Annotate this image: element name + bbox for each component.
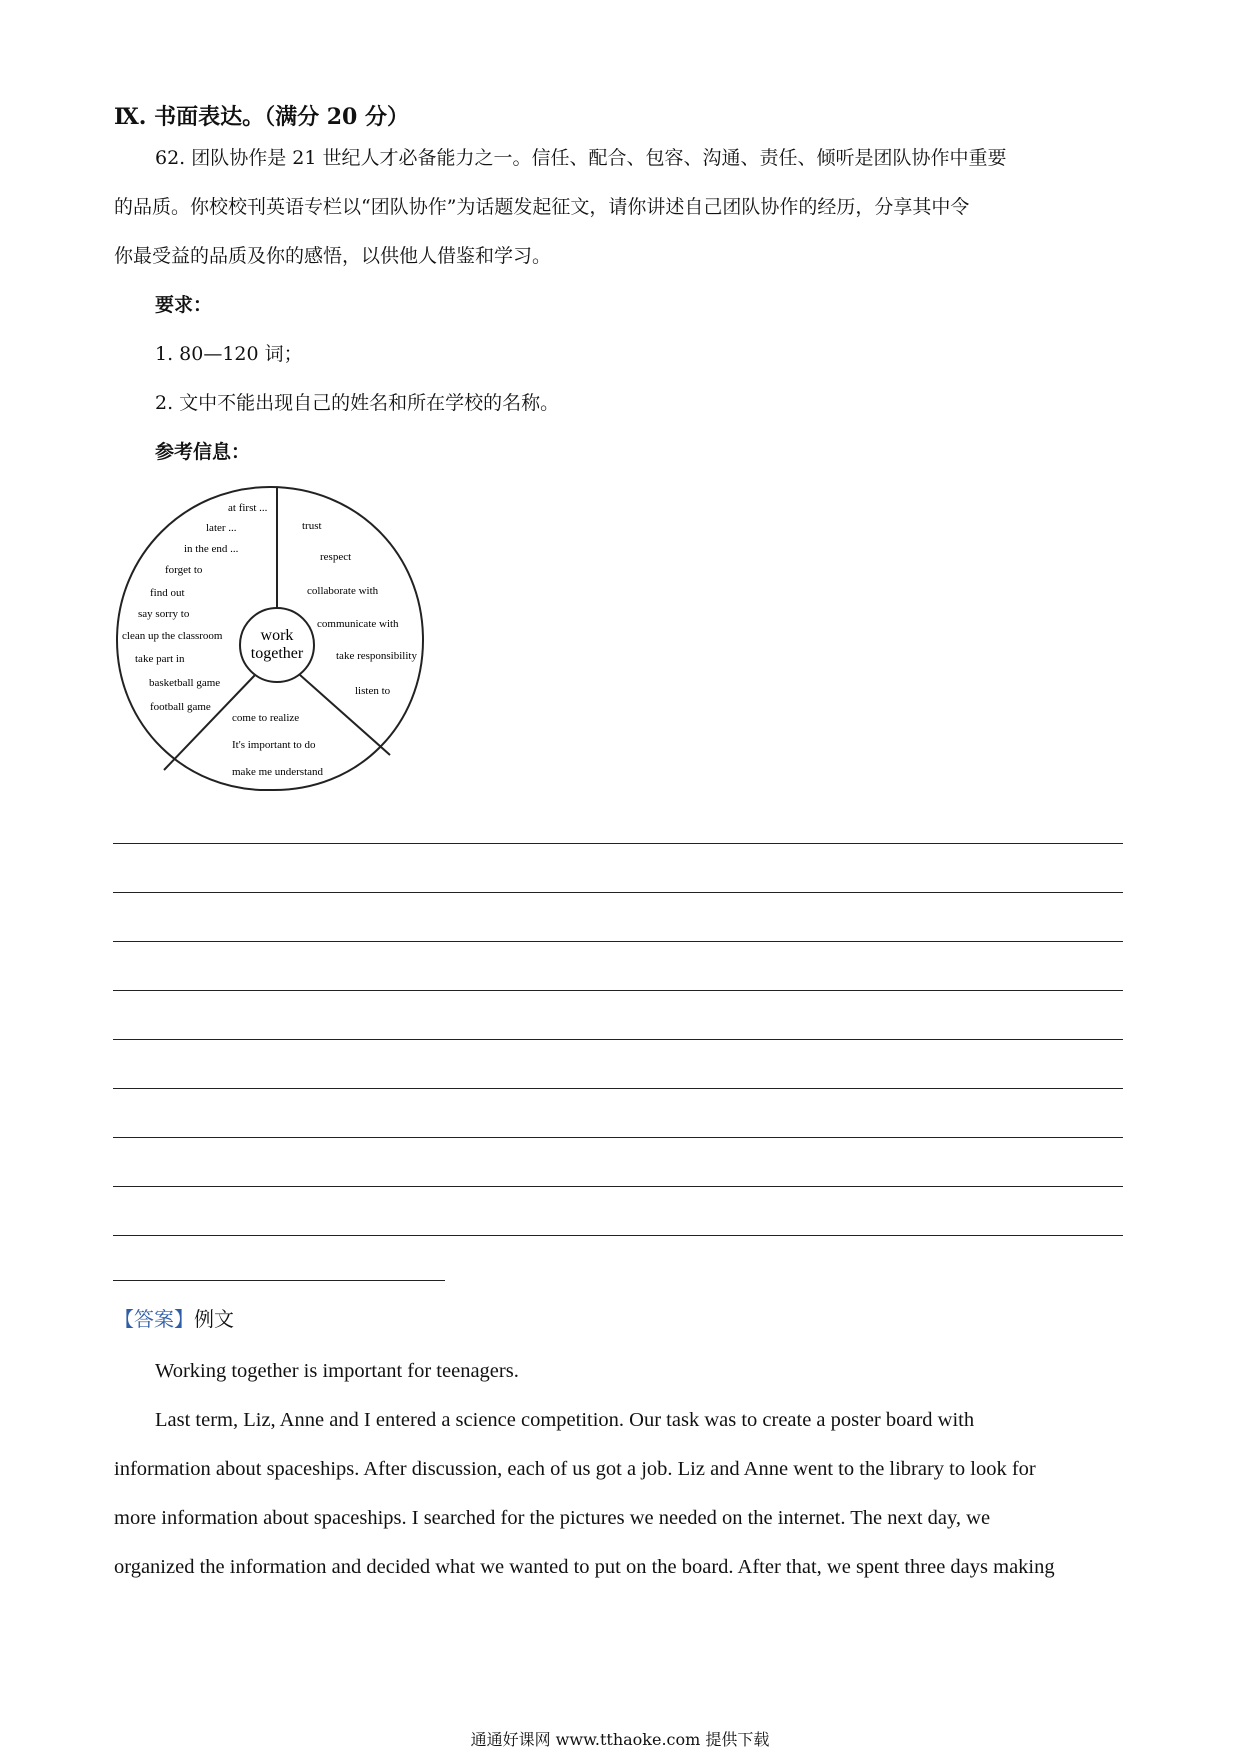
- diagram-left-phrase: say sorry to: [138, 608, 190, 620]
- diagram-bottom-phrase: come to realize: [232, 712, 300, 724]
- diagram-right-phrase: collaborate with: [307, 585, 379, 597]
- requirements-title: 要求：: [155, 294, 213, 316]
- diagram-center-text-2: together: [250, 645, 304, 662]
- diagram-bottom-phrase: make me understand: [232, 766, 324, 778]
- diagram-left-phrase: forget to: [165, 564, 203, 576]
- writing-line: [113, 892, 1123, 893]
- writing-line: [113, 1235, 1123, 1236]
- writing-line: [113, 941, 1123, 942]
- diagram-left-phrase: take part in: [135, 653, 185, 665]
- question-line-3: 你最受益的品质及你的感悟，以供他人借鉴和学习。: [114, 245, 552, 267]
- diagram-bottom-phrase: It's important to do: [232, 739, 316, 751]
- diagram-left-phrase: in the end ...: [184, 543, 239, 555]
- answer-line: Working together is important for teenagers.: [155, 1360, 519, 1382]
- requirement-item-1: 1. 80—120 词；: [155, 343, 303, 365]
- diagram-center-text-1: work: [260, 627, 294, 644]
- answer-label-suffix: 例文: [194, 1307, 234, 1331]
- writing-line: [113, 990, 1123, 991]
- diagram-left-phrase: find out: [150, 587, 185, 599]
- writing-line: [113, 1137, 1123, 1138]
- answer-line: organized the information and decided what we wanted to put on the board. After that, we spent three days making: [114, 1556, 1055, 1578]
- section-heading: Ⅸ. 书面表达。（满分 20 分）: [114, 104, 410, 130]
- diagram-left-phrase: at first ...: [228, 502, 268, 514]
- diagram-left-phrase: football game: [150, 701, 211, 713]
- writing-line-short: [113, 1280, 445, 1281]
- diagram-left-phrase: clean up the classroom: [122, 630, 223, 642]
- diagram-right-phrase: trust: [302, 520, 322, 532]
- writing-line: [113, 1039, 1123, 1040]
- answer-line: Last term, Liz, Anne and I entered a science competition. Our task was to create a poster board with: [155, 1409, 975, 1431]
- answer-label: [114, 1303, 234, 1335]
- diagram-right-phrase: take responsibility: [336, 650, 417, 662]
- diagram-right-phrase: listen to: [355, 685, 391, 697]
- writing-line: [113, 843, 1123, 844]
- answer-tag: 【答案】: [114, 1307, 194, 1331]
- answer-line: information about spaceships. After discussion, each of us got a job. Liz and Anne went to the library to look for: [114, 1458, 1036, 1480]
- diagram-left-phrase: basketball game: [149, 677, 221, 689]
- reference-diagram: [110, 480, 430, 800]
- diagram-right-phrase: respect: [320, 551, 352, 563]
- writing-line: [113, 1088, 1123, 1089]
- diagram-right-phrase: communicate with: [317, 618, 399, 630]
- writing-line: [113, 1186, 1123, 1187]
- requirement-item-2: 2. 文中不能出现自己的姓名和所在学校的名称。: [155, 392, 560, 414]
- page-footer: 通通好课网 www.tthaoke.com 提供下载: [470, 1730, 770, 1749]
- question-line-1: 62. 团队协作是 21 世纪人才必备能力之一。信任、配合、包容、沟通、责任、倾听是团队协作中重要: [155, 147, 1007, 169]
- diagram-left-phrase: later ...: [206, 522, 237, 534]
- answer-line: more information about spaceships. I searched for the pictures we needed on the internet. The next day, we: [114, 1507, 991, 1529]
- question-line-2: 的品质。你校校刊英语专栏以“团队协作”为话题发起征文，请你讲述自己团队协作的经历，分享其中令: [114, 196, 970, 218]
- reference-title: 参考信息：: [155, 441, 251, 463]
